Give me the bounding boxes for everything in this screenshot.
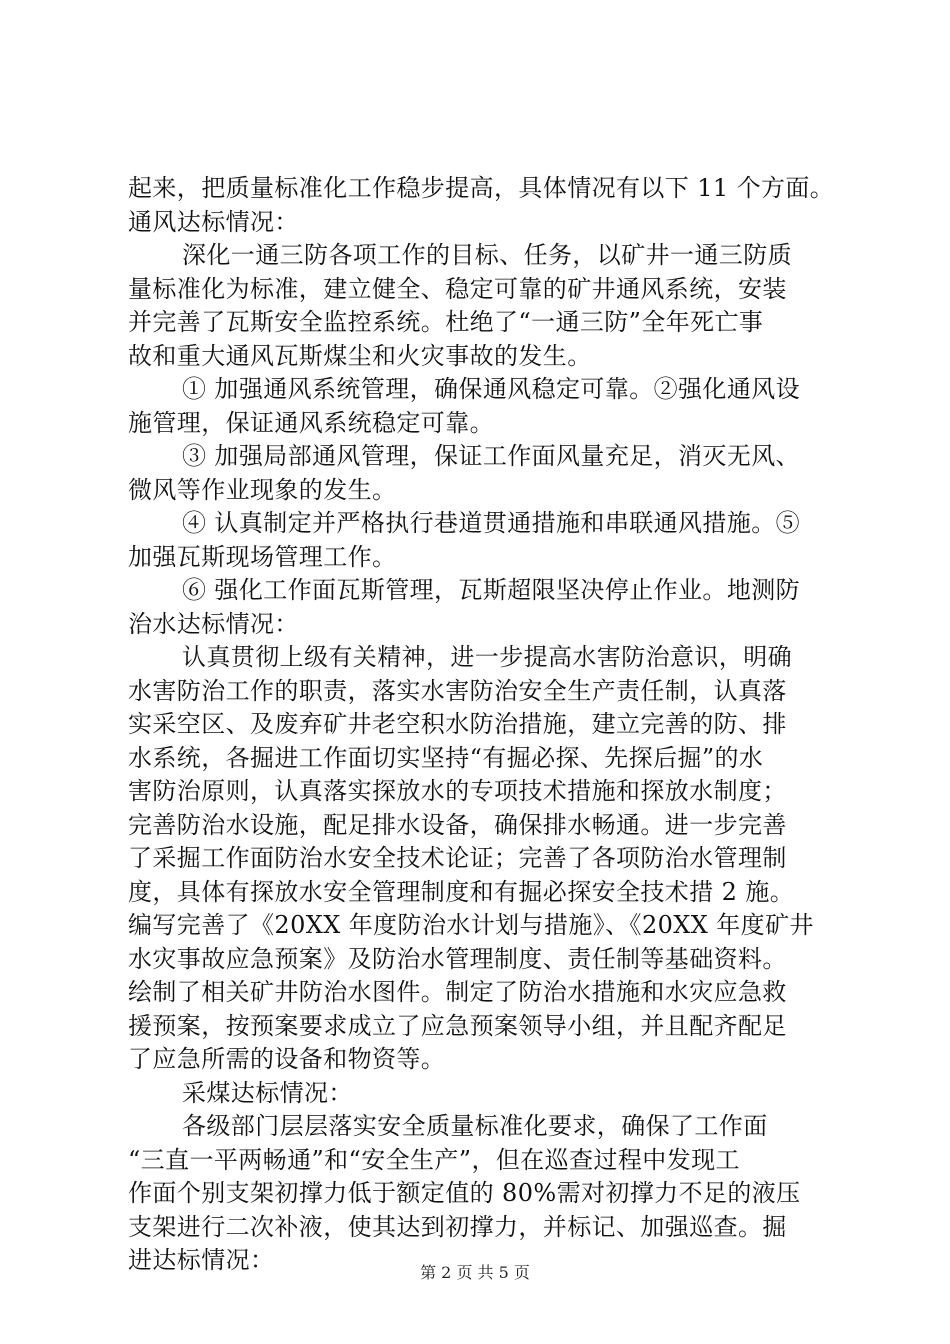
text-line: 采煤达标情况： xyxy=(182,1078,353,1107)
text-line: 进达标情况： xyxy=(128,1246,275,1274)
text-line: ⑥ 强化工作面瓦斯管理，瓦斯超限坚决停止作业。地测防 xyxy=(182,576,801,604)
text-line: 并完善了瓦斯安全监控系统。杜绝了“一通三防”全年死亡事 xyxy=(128,308,764,336)
text-line: 水灾事故应急预案》及防治水管理制度、责任制等基础资料。 xyxy=(128,944,787,973)
text-line: 故和重大通风瓦斯煤尘和火灾事故的发生。 xyxy=(128,341,592,370)
page-footer: 第 2 页 共 5 页 xyxy=(420,1263,530,1282)
text-line: 作面个别支架初撑力低于额定值的 80%需对初撑力不足的液压 xyxy=(128,1179,801,1207)
text-line: 认真贯彻上级有关精神，进一步提高水害防治意识，明确 xyxy=(182,643,792,671)
text-line: 微风等作业现象的发生。 xyxy=(128,475,397,504)
text-line: 支架进行二次补液，使其达到初撑力，并标记、加强巡查。掘 xyxy=(128,1212,787,1241)
text-line: 加强瓦斯现场管理工作。 xyxy=(128,542,397,571)
text-line: 度，具体有探放水安全管理制度和有掘必探安全技术措 2 施。 xyxy=(128,877,795,906)
text-line: 各级部门层层落实安全质量标准化要求，确保了工作面 xyxy=(182,1112,768,1140)
text-line: ④ 认真制定并严格执行巷道贯通措施和串联通风措施。⑤ xyxy=(182,509,801,537)
text-line: 害防治原则，认真落实探放水的专项技术措施和探放水制度； xyxy=(128,777,787,805)
text-line: 援预案，按预案要求成立了应急预案领导小组，并且配齐配足 xyxy=(128,1011,787,1040)
text-line: 量标准化为标准，建立健全、稳定可靠的矿井通风系统，安装 xyxy=(128,274,787,303)
text-line: 水害防治工作的职责，落实水害防治安全生产责任制，认真落 xyxy=(128,676,787,705)
document-body xyxy=(128,172,840,1278)
text-line: 了应急所需的设备和物资等。 xyxy=(128,1045,446,1073)
text-line: “三直一平两畅通”和“安全生产”，但在巡查过程中发现工 xyxy=(128,1145,740,1174)
text-line: ③ 加强局部通风管理，保证工作面风量充足，消灭无风、 xyxy=(182,442,801,470)
text-line: 水系统，各掘进工作面切实坚持“有掘必探、先探后掘”的水 xyxy=(128,743,764,772)
text-line: 实采空区、及废弃矿井老空积水防治措施，建立完善的防、排 xyxy=(128,710,787,738)
text-line: 深化一通三防各项工作的目标、任务，以矿井一通三防质 xyxy=(182,241,792,269)
text-line: 了采掘工作面防治水安全技术论证；完善了各项防治水管理制 xyxy=(128,844,787,872)
text-line: 绘制了相关矿井防治水图件。制定了防治水措施和水灾应急救 xyxy=(128,978,787,1006)
text-line: 编写完善了《20XX 年度防治水计划与措施》、《20XX 年度矿井 xyxy=(128,911,814,939)
text-line: 通风达标情况： xyxy=(128,207,299,236)
text-line: ① 加强通风系统管理，确保通风稳定可靠。②强化通风设 xyxy=(182,375,801,403)
text-line: 起来，把质量标准化工作稳步提高，具体情况有以下 11 个方面。 xyxy=(128,174,835,202)
text-line: 施管理，保证通风系统稳定可靠。 xyxy=(128,408,494,437)
text-line: 完善防治水设施，配足排水设备，确保排水畅通。进一步完善 xyxy=(128,810,787,839)
text-line: 治水达标情况： xyxy=(128,609,299,638)
